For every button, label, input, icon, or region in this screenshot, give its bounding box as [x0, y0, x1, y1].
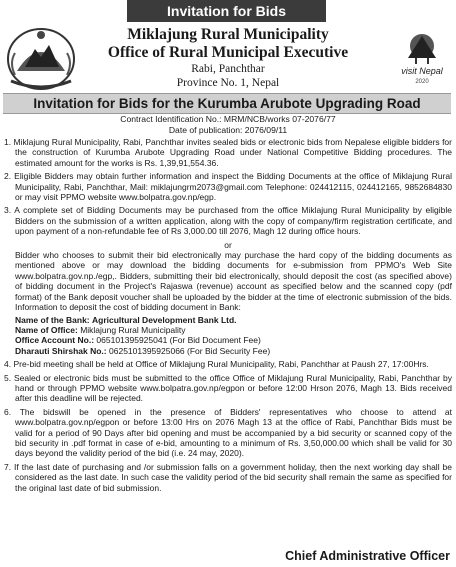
account-value: 065101395925041 (For Bid Document Fee)	[96, 335, 261, 346]
account-line	[4, 335, 452, 345]
paragraph-2: 2. Eligible Bidders may obtain further information and inspect the Bidding Documents at the office of Miklajung Rural Municipality, Rabi, Panchthar, Mail: miklajungrm2073@gmail.com Telephone: 024412115, 024412165, 9852684830 or may visit PPMO website www.bolpatra.gov.np/egp.	[4, 171, 452, 203]
banner: Invitation for Bids	[127, 0, 326, 22]
or-separator: or	[224, 239, 232, 250]
office-line	[4, 325, 452, 335]
notice-body	[4, 137, 452, 496]
paragraph-3: 3. A complete set of Bidding Documents may be purchased from the office Miklajung Rural Municipality by eligible Bidders on the submission of a written application, along with the copy of company/firm registration certificate, and upon payment of a non-refundable fee of Rs 3,000.00 till 2076, Magh 12 during office hours.	[4, 205, 452, 237]
office-name: Office of Rural Municipal Executive	[107, 44, 349, 61]
location: Rabi, Panchthar	[191, 63, 265, 75]
notice-title: Invitation for Bids for the Kurumba Arubote Upgrading Road	[3, 93, 451, 114]
paragraph-7: 7. If the last date of purchasing and /or submission falls on a government holiday, then the next working day shall be considered as the last date. In such case the validity period of the bid security shall remain the same as specified for the original last date of bid submission.	[4, 461, 452, 493]
publication-date: Date of publication: 2076/09/11	[168, 124, 288, 135]
notice-meta	[0, 114, 456, 135]
paragraph-5: 5. Sealed or electronic bids must be submitted to the office Office of Miklajung Rural Municipality, Rabi, Panchthar by hand or through PPMO website www.bolpatra.gov.np/egpon or before 12:00 Hrson 2076, Magh 13. Bids received after this deadline will be rejected.	[4, 372, 452, 404]
office-value: Miklajung Rural Municipality	[80, 324, 186, 335]
paragraph-1: 1. Miklajung Rural Municipality, Rabi, Panchthar invites sealed bids or electronic bids from Nepalese eligible bidders for the construction of Kurumba Arubote Upgrading Road under National Competitive Bidding procedures. The estimated amount for the works is Rs. 1,39,91,554.36.	[4, 137, 452, 168]
paragraph-3b: Bidder who chooses to submit their bid electronically may purchase the hard copy of the bidding documents as mentioned above or may download the bidding documents for e-submission from PPMO's Web Site www.bolpatra.gov.np./egp,. Bidders, submitting their bid electronically, should deposit the cost (as specified above) of bidding document in the Project's Rajaswa (revenue) account as specified below and the scanned copy (pdf format) of the Bank deposit voucher shall be uploaded by the bidder at the time of electronic submission of the bids. Information to deposit the cost of bidding document in Bank:	[15, 250, 452, 313]
dharauti-line	[4, 346, 452, 356]
signature: Chief Administrative Officer	[285, 549, 450, 563]
dharauti-label: Dharauti Shirshak No.:	[15, 345, 107, 356]
account-label: Office Account No.:	[15, 335, 95, 346]
province: Province No. 1, Nepal	[176, 77, 280, 89]
dharauti-value: 0625101395925066 (For Bid Security Fee)	[109, 345, 271, 356]
svg-text:visit Nepal: visit Nepal	[401, 66, 443, 76]
office-label: Name of Office:	[15, 324, 78, 335]
paragraph-6: 6. The bidswill be opened in the presence of Bidders' representatives who choose to attend at www.bolpatra.gov.np/egpon or before 13:00 Hrs on 2076 Magh 13 at the office of Rabi, Panchthar Bids must be valid for a period of 90 Days after bid opening and must be accompanied by a bid security or scanned copy of the bid security in .pdf format in case of e-bid, amounting to a minimum of Rs. 3,50,000.00 which shall be valid for 30 days beyond the validity period of the bid (i.e. 24 may, 2020).	[4, 406, 452, 459]
municipality-name: Miklajung Rural Municipality	[127, 26, 329, 43]
paragraph-4: 4. Pre-bid meeting shall be held at Office of Miklajung Rural Municipality, Rabi, Panchthar at Paush 27, 17:00Hrs.	[4, 359, 429, 370]
svg-text:2020: 2020	[415, 79, 429, 85]
bank-name	[4, 315, 452, 325]
header	[0, 26, 456, 90]
bank-name-value: Agricultural Development Bank Ltd.	[92, 314, 237, 325]
contract-id: Contract Identification No.: MRM/NCB/works 07-2076/77	[120, 114, 336, 124]
bank-name-label: Name of the Bank:	[15, 314, 90, 325]
